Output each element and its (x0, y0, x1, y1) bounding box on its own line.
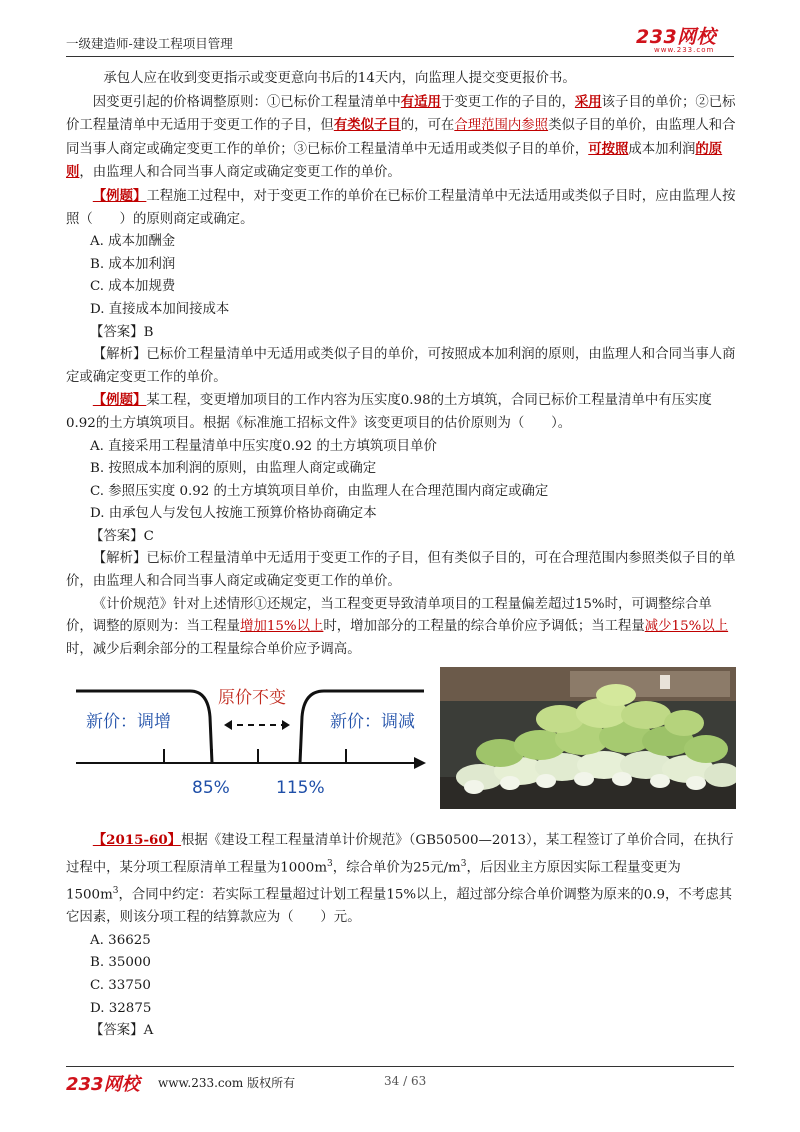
example-1-analysis: 【解析】已标价工程量清单中无适用或类似子目的单价，可按照成本加利润的原则，由监理人和合同当事人商定或确定变更工作的单价。 (66, 347, 736, 385)
example-tag: 【例题】 (92, 187, 147, 204)
highlight-adopt: 采用 (574, 93, 602, 110)
example-tag: 【例题】 (92, 392, 147, 409)
page-footer (66, 1066, 734, 1095)
logo-url: www.233.com (654, 46, 715, 54)
option: B. 35000 (90, 955, 151, 971)
example-1-question: 【例题】工程施工过程中，对于变更工作的单价在已标价工程量清单中无法适用或类似子目时，应由监理人按照（ ）的原则商定或确定。 (66, 187, 736, 227)
highlight-per: 可按照 (588, 140, 629, 157)
paragraph-pricing-rule: 《计价规范》针对上述情形①还规定，当工程变更导致清单项目的工程量偏差超过15%时，可调整综合单价，调整的原则为：当工程量增加15%以上时，增加部分的工程量的综合单价应予调低；当工程量减少15%以上时，减少后剩余部分的工程量综合单价应予调高。 (66, 596, 729, 657)
middle-label: 原价不变 (218, 688, 286, 709)
option: D. 32875 (90, 1000, 152, 1016)
dashed-arrow-left-head (224, 720, 232, 730)
option: C. 参照压实度 0.92 的土方填筑项目单价，由监理人在合理范围内商定或确定 (90, 483, 549, 499)
option: A. 直接采用工程量清单中压实度0.92 的土方填筑项目单价 (90, 438, 437, 454)
page-header (66, 28, 734, 56)
option: D. 由承包人与发包人按施工预算价格协商确定本 (90, 506, 377, 522)
example-3-answer: 【答案】A (90, 1023, 154, 1039)
brand-logo[interactable] (636, 22, 734, 56)
left-label: 新价：调增 (86, 712, 171, 733)
document-body (66, 68, 736, 1043)
highlight-decrease-15: 减少15%以上 (644, 619, 729, 635)
right-label: 新价：调减 (330, 712, 415, 733)
example-2-analysis: 【解析】已标价工程量清单中无适用于变更工作的子目，但有类似子目的，可在合理范围内参照类似子目的单价，由监理人和合同当事人商定或确定变更工作的单价。 (66, 551, 736, 590)
example-3-question: 【2015-60】根据《建设工程工程量清单计价规范》（GB50500—2013），某工程签订了单价合同，在执行过程中，某分项工程原清单工程量为$1000m^3$，综合单价为25元$/m^3$，后因业主方原因实际工程量变更为$1500m^3$，合同中约定：若实际工程量超过计划工程量15%以上，超过部分综合单价调整为原来的0.9，不考虑其它因素，则该分项工程的结算款应为（ ）元。 (66, 832, 734, 926)
example-tag: 【2015-60】 (92, 832, 182, 849)
option: B. 按照成本加利润的原则，由监理人商定或确定 (90, 461, 377, 477)
option: C. 33750 (90, 977, 151, 993)
option: C. 成本加规费 (90, 279, 176, 295)
option: A. 成本加酬金 (90, 234, 176, 250)
footer-site[interactable]: www.233.com 版权所有 (158, 1076, 296, 1090)
cabbage-pile-photo (440, 667, 736, 809)
example-2-question: 【例题】某工程，变更增加项目的工作内容为压实度0.98的土方填筑，合同已标价工程量清单中有压实度0.92的土方填筑项目。根据《标准施工招标文件》该变更项目的估价原则为（ ）。 (66, 392, 712, 431)
footer-logo[interactable]: 233网校 (66, 1074, 140, 1095)
axis-arrow (414, 757, 426, 769)
tick-label-85: 85% (192, 778, 230, 799)
header-title: 一级建造师-建设工程项目管理 (66, 36, 233, 51)
paragraph-intro: 承包人应在收到变更指示或变更意向书后的14天内，向监理人提交变更报价书。 (103, 71, 576, 86)
tick-label-115: 115% (276, 778, 325, 799)
logo-text: 233网校 (636, 26, 717, 48)
example-2-answer: 【答案】C (90, 528, 154, 544)
dashed-arrow-right-head (282, 720, 290, 730)
highlight-increase-15: 增加15%以上 (240, 619, 324, 635)
price-adjustment-diagram (76, 677, 426, 807)
figure-row (66, 667, 736, 827)
option: B. 成本加利润 (90, 256, 176, 272)
highlight-applicable: 有适用 (400, 93, 441, 110)
header-divider (66, 56, 734, 57)
footer-divider (66, 1066, 734, 1067)
page-number: 34 / 63 (384, 1074, 427, 1088)
example-1-answer: 【答案】B (90, 324, 154, 340)
highlight-principle: 的原则 (66, 140, 723, 181)
option: A. 36625 (90, 932, 151, 948)
option: D. 直接成本加间接成本 (90, 301, 230, 317)
highlight-reasonable-range: 合理范围内参照 (454, 118, 549, 134)
highlight-similar: 有类似子目 (333, 117, 401, 134)
paragraph-price-adjustment: 因变更引起的价格调整原则：①已标价工程量清单中有适用于变更工作的子目的，采用该子目的单价；②已标价工程量清单中无适用于变更工作的子目，但有类似子目的，可在合理范围内参照类似子目的单价，由监理人和合同当事人商定或确定变更工作的单价；③已标价工程量清单中无适用或类似子目的单价，可按照成本加利润的原则，由监理人和合同当事人商定或确定变更工作的单价。 (66, 93, 736, 181)
